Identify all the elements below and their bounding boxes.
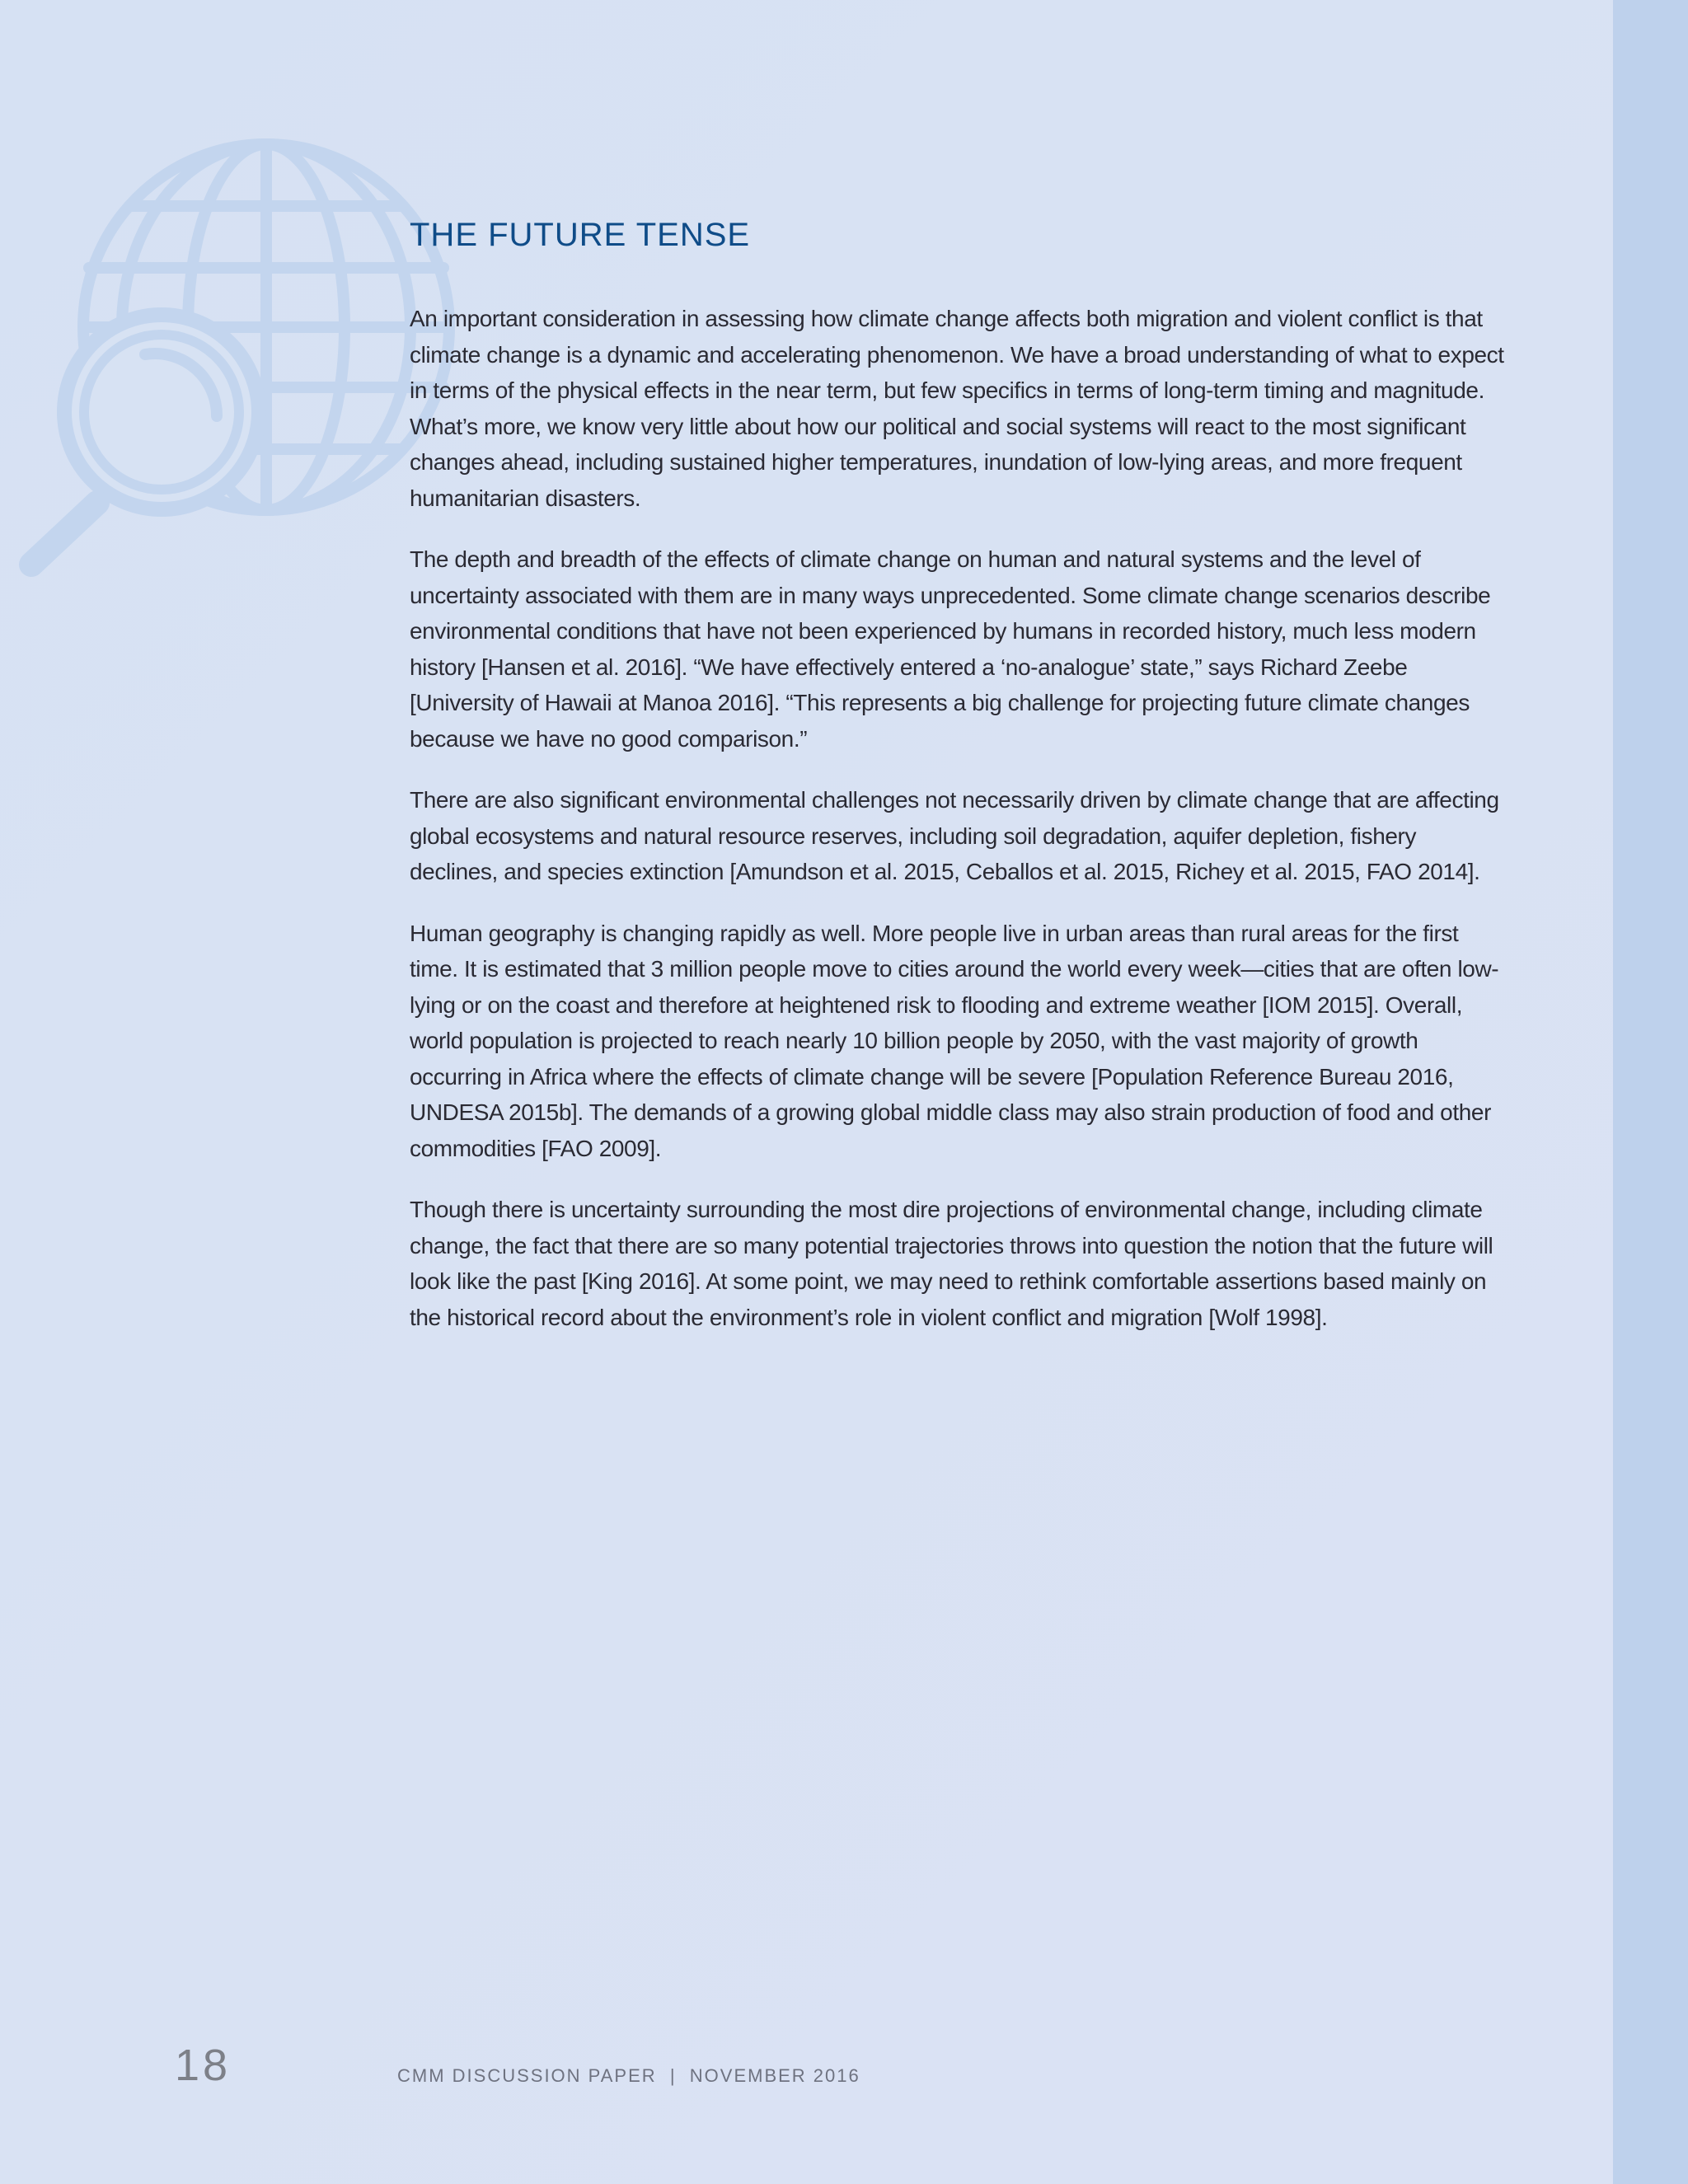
section-title: THE FUTURE TENSE (410, 217, 751, 253)
article-body (410, 210, 1510, 1361)
side-color-band (1613, 0, 1688, 2184)
paragraph: The depth and breadth of the effects of climate change on human and natural systems and the level of uncertainty associated with them are in many ways unprecedented. Some climate change scenarios describe environmental conditions that have not been experienced by humans in recorded history, much less modern history [Hansen et al. 2016]. “We have effectively entered a ‘no-analogue’ state,” says Richard Zeebe [University of Hawaii at Manoa 2016]. “This represents a big challenge for projecting future climate changes because we have no good comparison.” (410, 546, 1491, 752)
footer-publication: CMM DISCUSSION PAPER | NOVEMBER 2016 (397, 2065, 860, 2086)
paragraph: There are also significant environmental challenges not necessarily driven by climate change that are affecting global ecosystems and natural resource reserves, including soil degradation, aquifer depletion, fishery declines, and species extinction [Amundson et al. 2015, Ceballos et al. 2015, Richey et al. 2015, FAO 2014]. (410, 787, 1499, 884)
paragraph: Though there is uncertainty surrounding the most dire projections of environmental change, including climate change, the fact that there are so many potential trajectories throws into question the notion that the future will look like the past [King 2016]. At some point, we may need to rethink comfortable assertions based mainly on the historical record about the environment’s role in violent conflict and migration [Wolf 1998]. (410, 1197, 1493, 1330)
globe-magnifier-icon (7, 132, 468, 577)
page-number: 18 (175, 2041, 232, 2090)
paragraph: An important consideration in assessing how climate change affects both migration and violent conflict is that climate change is a dynamic and accelerating phenomenon. We have a broad understanding of what to expect in terms of the physical effects in the near term, but few specifics in terms of long-term timing and magnitude. What’s more, we know very little about how our political and social systems will react to the most significant changes ahead, including sustained higher temperatures, inundation of low-lying areas, and more frequent humanitarian disasters. (410, 306, 1504, 511)
paragraph: Human geography is changing rapidly as well. More people live in urban areas than rural areas for the first time. It is estimated that 3 million people move to cities around the world every week—cities that are often low-lying or on the coast and therefore at heightened risk to flooding and extreme weather [IOM 2015]. Overall, world population is projected to reach nearly 10 billion people by 2050, with the vast majority of growth occurring in Africa where the effects of climate change will be severe [Population Reference Bureau 2016, UNDESA 2015b]. The demands of a growing global middle class may also strain production of food and other commodities [FAO 2009]. (410, 920, 1499, 1161)
